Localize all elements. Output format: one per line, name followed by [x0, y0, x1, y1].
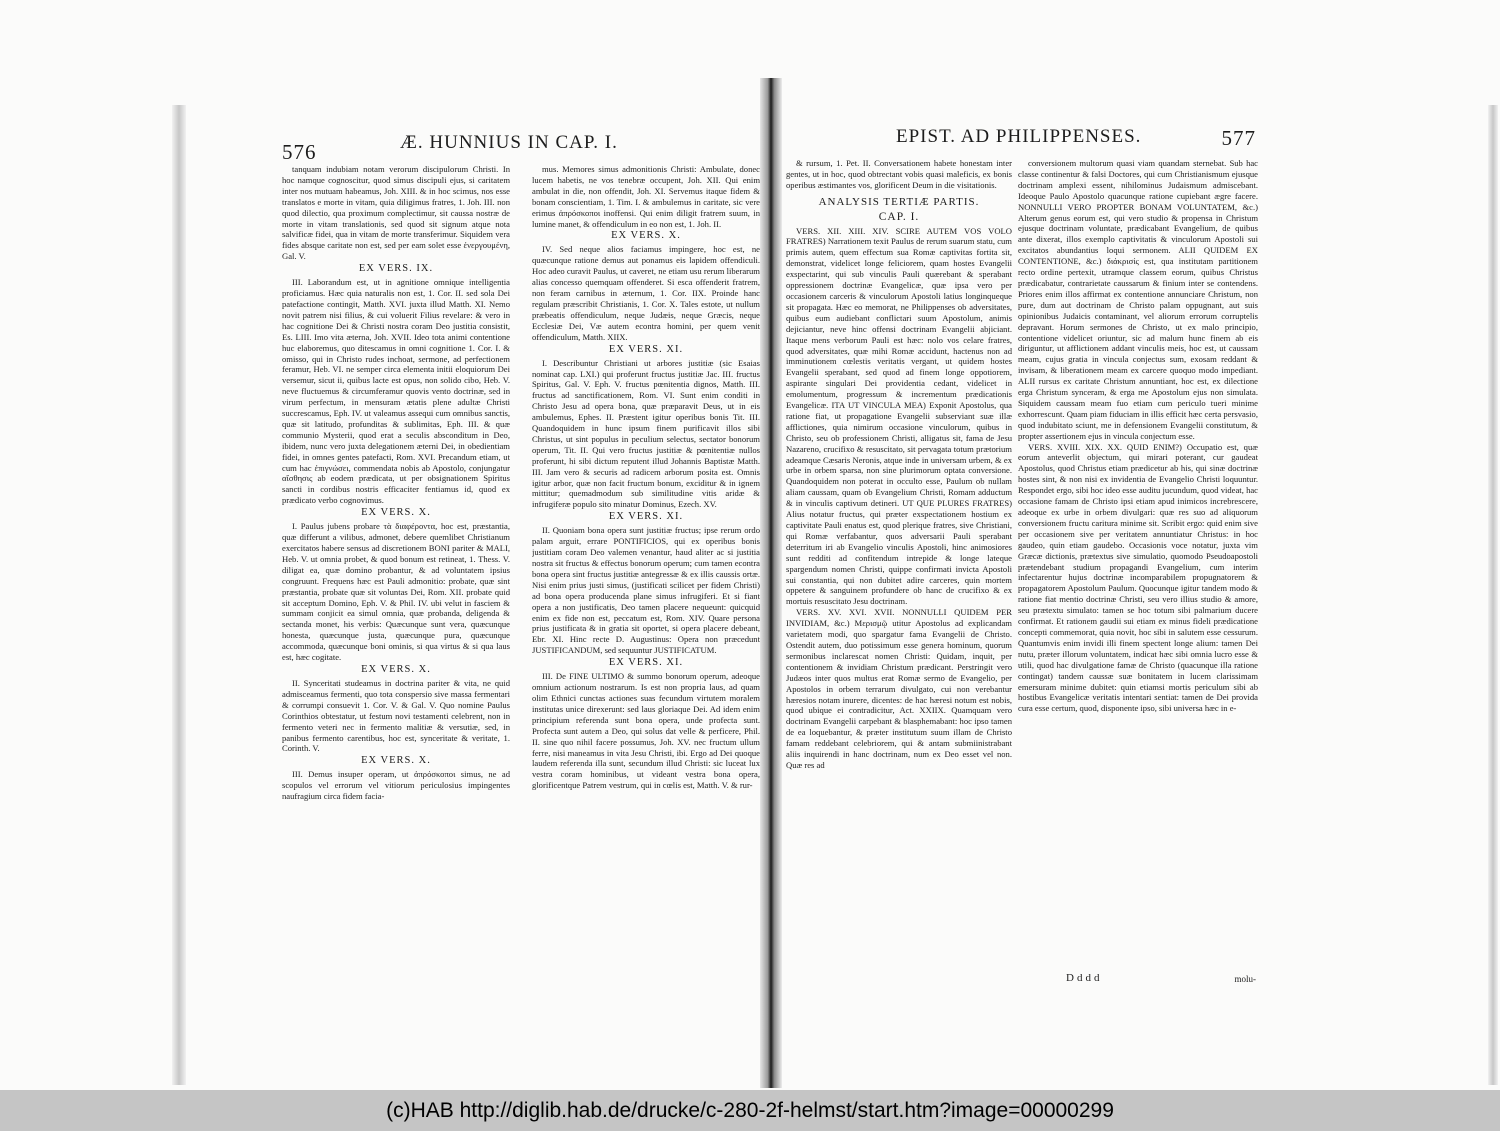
left-running-head: Æ. HUNNIUS IN CAP. I. — [400, 132, 618, 153]
right-page — [786, 126, 1260, 986]
section-heading: EX VERS. X. — [361, 663, 431, 675]
left-page-number: 576 — [282, 140, 317, 164]
text-paragraph: & rursum, 1. Pet. II. Conversationem habete honestam inter gentes, ut in hoc, quod obtrectant vobis quasi maleficis, ex bonis operibus æstimantes vos, glorificent Deum in die visitationis. — [786, 158, 1012, 190]
text-paragraph: II. Quoniam bona opera sunt justitiæ fructus; ipse rerum ordo palam arguit, errare PONTIFICIOS, qui ex operibus bonis justitiam coram Deo valemen venantur, haud aliter ac si justitia nostra sit fructus & effectus bonorum operum; cum tamen econtra bona opera sint fructus justitiæ antegressæ & ex illis caussis ortæ. Nisi enim prius justi simus, (justificati scilicet per fidem Christi) ad bona opera producenda plane simus infrugiferi. Et si fiant opera a non justificatis, Deo tamen placere nequeunt: quicquid enim ex fide non est, peccatum est, Rom. XIV. Quare persona prius justificata & in gratia sit oportet, si opera placere debeant, Ebr. XI. Hinc recte D. Augustinus: Opera non præcedunt JUSTIFICANDUM, sed sequuntur JUSTIFICATUM. — [532, 525, 760, 656]
right-running-head: EPIST. AD PHILIPPENSES. — [896, 126, 1142, 147]
text-paragraph: III. De FINE ULTIMO & summo bonorum operum, adeoque omnium actionum nostrarum. Is est non propria laus, ad quam olim Ethnici cunctas actiones suas fecundum virtutem moralem institutas unice direxerunt: sed laus gloriaque Dei. Ad idem enim principium referenda sunt bona opera, unde profecta sunt. Profecta sunt autem a Deo, qui solus dat velle & perficere, Phil. II. sine quo nihil facere possumus, Joh. XV. nec fructum ullum ferre, nisi maneamus in vita Jesu Christi, ibi. Ergo ad Dei quoque laudem referenda illa sunt, secundum illud Christi: sic luceat lux vestra coram hominibus, ut videant vestra bona opera, glorificentque Patrem vestrum, qui in cœlis est, Matth. V. & rur- — [532, 671, 760, 791]
chapter-heading: CAP. I. — [878, 210, 920, 223]
text-paragraph: VERS. XII. XIII. XIV. SCIRE AUTEM VOS VOLO FRATRES) Narrationem texit Paulus de rerum suarum statu, cum primis autem, quem effectum sua Romæ captivitas fortita sit, demonstrat, videlicet longe feliciorem, quam hostes Evangelii exspectarint, qui sub vinculis Pauli quærebant & sperabant oppressionem doctrinæ Evangelicæ, quæ ipsa vero per occasionem carceris & vinculorum Apostoli latius longinqueque sit propagata. Hæc eo memorat, ne Philippenses ob adversitates, quibus eum audiebant conflictari suum Apostolum, animis dejiciantur, neve hinc offensi doctrinam Evangelii abjiciant. Itaque mens verborum Pauli est hæc: nolo vos celare fratres, quod adversitates, quæ mihi Romæ accidunt, hactenus non ad imminutionem cœlestis veritatis vergant, ut quidem hostes Evangelii sperabant, sed quod ad finem longe oppotiorem, aspirante singulari Dei providentia cedant, videlicet in emolumentum, progressum & incrementum prædicationis Evangelicæ. ITA UT VINCULA MEA) Exponit Apostolus, qua ratione fiat, ut propagatione Evangelii subserviant suæ illæ afflictiones, quia nimirum occasione vinculorum, quibus in Christo, seu ob professionem Christi, alligatus sit, fama de Jesu Nazareno, crucifixo & resuscitato, sit pervagata totum prætorium adeamque Cæsaris Neronis, atque inde in universam urbem, & ex urbe in orbem sparsa, non sine plurimorum optata conversione. Quandoquidem non poterat in occulto esse, Paulum ob nullam aliam caussam, quam ob Evangelium Christi, Romam adductum & in vinculis captivum detineri. UT QUE PLURES FRATRES) Alius notatur fructus, qui præter exspectationem hostium ex captivitate Pauli enatus est, quod plerique fratres, sive Christiani, qui Romæ verfabantur, quos adversarii Pauli sperabant deterritum iri ab Evangelio vinculis Apostoli, hinc animosiores sunt redditi ad confitendum intrepide & longe lateque spargendum nomen Christi, quippe confirmati invicta Apostoli sui constantia, qui non dubitet adire carceres, quin mortem oppetere & sanguinem profundere ob hanc de crucifixo & ex mortuis resuscitato Jesu doctrinam. — [786, 225, 1012, 607]
text-paragraph: VERS. XVIII. XIX. XX. QUID ENIM?) Occupatio est, quæ eorum anteverlit objectum, qui mirari poterant, cur gaudeat Apostolus, quod Christus etiam prædicetur ab his, qui sinæ doctrinæ hostes sint, & non nisi ex invidentia de Evangelio Christi loquuntur. Respondet ergo, sibi hoc ideo esse auditu jucundum, quod videat, hac occasione famam de Christo ipsi etiam apud inimicos increbrescere, adeoque ex urbe in orbem divulgari: quæ res suo ad aliquorum conversionem fructu caritura minime sit. Scribit ergo: quid enim sive per occasionem sive per veritatem annuntiatur Christus: in hoc gaudeo, quin etiam gaudebo. Occasionis voce notatur, juxta vim Græcæ dictionis, prætextus sive simulatio, quomodo Pseudoapostoli prætendebant studium propagandi Evangelium, cum interim infectarentur hujus doctrinæ incomparabilem propugnatorem & propagatorem Apostolum Paulum. Quocunque igitur tandem modo & ratione fiat mentio doctrinæ Christi, seu vero illius studio & amore, seu prætextu simulato: tamen se hoc totum sibi palmarium ducere confirmat. Et rationem gaudii sui etiam ex minus fideli prædicatione concepti commemorat, quia novit, hoc sibi in salutem esse cessurum. Quantumvis enim invidi illi finem spectent longe alium: tamen Dei nutu, præter illorum voluntatem, indicat hæc sibi omnia lucro esse & utili, quod hac divulgatione famæ de Christo (quacunque illa ratione contingat) tandem caussæ suæ bonitatem in lucem clarissimam emersuram minime dubitet: quin etiamsi mortis periculum sibi ab hostibus Evangelicæ veritatis intentari sentiat: tamen de Dei provida cura esse certum, quod, disponente ipso, sibi universa hæc in e- — [1018, 441, 1258, 714]
text-paragraph: III. Laborandum est, ut in agnitione omnique intelligentia proficiamus. Hæc quia naturalis non est, 1. Cor. II. sed sola Dei patefactione contingit, Matth. XVI. juxta illud Matth. XI. Nemo novit patrem nisi filius, & cui voluerit Filius revelare: & vero in hac cognitione Dei & Christi nostra coram Deo justitia consistit, Es. LIII. Imo vita æterna, Joh. XVII. Ideo tota animi contentione huc elaboremus, quo ditescamus in omni cognitione 1. Cor. I. & omisso, qui in Christo rudes inchoat, sermone, ad perfectionem feramur, Heb. VI. ne semper circa elementa initii eloquiorum Dei versemur, sicut ii, quibus lacte est opus, non solido cibo, Heb. V. neve fluctuemus & circumferamur quovis vento doctrinæ, sed in virum perfectum, in mensuram ætatis plene adultæ Christi succrescamus, Eph. IV. ut valeamus assequi cum omnibus sanctis, quæ sit latitudo, profunditas & sublimitas, Eph. III. & quæ communio Mysterii, quod erat a seculis absconditum in Deo, ibidem, nunc vero juxta delegationem æterni Dei, in obedientiam fidei, in omnes gentes patefacti, Rom. XVI. Precandum etiam, ut cum hac ἐπιγνώσει, commendata nobis ab Apostolo, conjungatur αἴσθησις ab eodem prædicata, ut per obsignationem Spiritus sancti in cordibus nostris efficaciter fentiamus id, quod ex prædicato verbo cognovimus. — [282, 277, 510, 506]
text-paragraph: tanquam indubiam notam verorum discipulorum Christi. In hoc namque cognoscitur, quod simus discipuli ejus, si caritatem inter nos mutuam habeamus, Joh. XIII. & in hoc scimus, nos esse translatos e morte in vitam, quia diligimus fratres, 1. Joh. III. non quod dilectio, qua proximum complectimur, sit caussa nostræ de morte in vitam translationis, sed quod sit signum atque nota salvificæ fidei, qua in vitam de morte transferimur. Siquidem vera fides absque caritate non est, sed per eam solet esse ἐνεργουμένη, Gal. V. — [282, 164, 510, 262]
text-paragraph: II. Synceritati studeamus in doctrina pariter & vita, ne quid admisceamus fermenti, quo tota conspersio sive massa fermentari & corrumpi consuevit 1. Cor. V. & Gal. V. Quo nomine Paulus Corinthios obtestatur, ut festum novi testamenti celebrent, non in fermento veteri nec in fermento malitiæ & versutiæ, sed, in panibus fermento carentibus, hoc est, synceritate & veritate, 1. Corinth. V. — [282, 677, 510, 754]
section-heading: EX VERS. IX. — [358, 263, 434, 275]
catchword: molu- — [1234, 974, 1256, 984]
text-paragraph: conversionem multorum quasi viam quandam sternebat. Sub hac classe continentur & falsi Doctores, qui cum Christianismum ejusque doctrinam amplexi essent, nihilominus Judaismum admiscebant. Ideoque Paulo Apostolo quacunque ratione cupiebant ægre facere. NONNULLI VERO PROPTER BONAM VOLUNTATEM, &c.) Alterum genus eorum est, qui vero studio & propensa in Christum ejusque doctrinam voluntate, prædicabant Evangelium, de quibus ante dixerat, illos exemplo captivitatis & vinculorum Apostoli sui excitatos abundantius loqui sermonem. ALII QUIDEM EX CONTENTIONE, &c.) διάκρισίς est, qua institutam partitionem recto ordine pertexit, utramque classem eorum, quibus Christus prædicabatur, contrarietate caussarum & finium inter se contendens. Priores enim illos affirmat ex contentione annunciare Christum, non pure, dum aut doctrinam de Christo palam oppugnant, aut suis opinionibus Judaicis contaminant, vel aliorum errorum corruptelis depravant. Horum sermones de Christo, ut ex malo principio, contentione videlicet oriuntur, sic ad malum hunc finem ab eis diriguntur, ut afflictionem addant vinculis meis, hoc est, ut caussam meam, cujus gratia in vincula conjectus sum, exosam reddant & invisam, & liberationem meam ex carcere quoquo modo impediant. ALII rursus ex caritate Christum annuntiant, hoc est, ex dilectione erga Christum synceram, & erga me Apostolum ejus non simulata. Siquidem caussam meam fuo etiam cum periculo tueri minime exhorrescunt. Quam piam fiduciam in illis efficit hæc certa persvasio, quod indubitato sciunt, me in defensionem Evangelii constitutum, & propter assertionem ejus in vincula conjectum esse. — [1018, 158, 1258, 441]
section-heading: EX VERS. X. — [361, 507, 431, 519]
text-paragraph: III. Demus insuper operam, ut ἀπρόσκοποι simus, ne ad scopulos vel errorum vel vitiorum periculosius impingentes naufragium circa fidem facia- — [282, 769, 510, 802]
text-paragraph: I. Describuntur Christiani ut arbores justitiæ (sic Esaias nominat cap. LXI.) qui proferunt fructus justitiæ Jac. III. fructus Spiritus, Gal. V. Eph. V. fructus pœnitentia dignos, Matth. III. fructus ad sanctificationem, Rom. VI. Sunt enim conditi in Christo Jesu ad opera bona, quæ præparavit Deus, ut in eis ambulemus, Ephes. II. Præstent igitur operibus bonis Tit. III. Quandoquidem in hunc ipsum finem purificavit illos sibi Christus, ut sint populus in peculium selectus, sectator bonorum operum, Tit. II. Qui vero fructus justitiæ & pœnitentiæ nullos proferunt, hi sibi dictum reputent illud Johannis Baptistæ Matth. III. Jam vero & securis ad radicem arborum posita est. Omnis igitur arbor, quæ non facit fructum bonum, exciditur & in ignem mittitur; quemadmodum sub similitudine vitis aridæ & infrugiferæ populo sito minatur Dominus, Ezech. XV. — [532, 357, 760, 510]
right-page-number: 577 — [1221, 126, 1256, 150]
right-page-column-1 — [786, 158, 1012, 986]
section-heading: EX VERS. XI. — [608, 343, 684, 355]
left-page-header — [282, 132, 760, 162]
left-page-edge — [172, 105, 186, 1085]
section-heading: EX VERS. XI. — [608, 511, 684, 523]
section-heading: EX VERS. X. — [611, 230, 681, 242]
right-page-header — [786, 126, 1260, 156]
signature-mark: Dddd — [1066, 972, 1103, 984]
text-paragraph: IV. Sed neque alios faciamus impingere, hoc est, ne quæcunque ratione demus aut ponamus eis lapidem offendiculi. Hoc adeo curavit Paulus, ut caveret, ne etiam usu rerum liberarum alias concesso quemquam offenderet. Si esca offenderit fratrem, non feram carnibus in æternum, 1. Cor. IIX. Proinde hanc regulam præscribit Christianis, 1. Cor. X. Tales estote, ut nullum præbeatis offendiculum, neque Judæis, neque Græcis, neque Ecclesiæ Dei, Væ autem econtra homini, per quem venit offendiculum, Matth. XIIX. — [532, 244, 760, 342]
right-page-column-2 — [1018, 158, 1258, 986]
copyright-footer: (c)HAB http://diglib.hab.de/drucke/c-280-2f-helmst/start.htm?image=00000299 — [0, 1090, 1500, 1131]
text-paragraph: mus. Memores simus admonitionis Christi: Ambulate, donec lucem habetis, ne vos tenebræ occupent, Joh. XII. Qui enim ambulat in die, non offendit, Joh. XI. Servemus itaque fidem & bonam conscientiam, 1. Tim. I. & ambulemus in caritate, sic vere erimus ἀπρόσκοποι inoffensi. Qui enim diligit fratrem suum, in lumine manet, & offendiculum in eo non est, 1. Joh. II. — [532, 164, 760, 229]
text-paragraph: I. Paulus jubens probare τὰ διαφέροντα, hoc est, præstantia, quæ differunt a vilibus, admonet, debere quemlibet Christianum exercitatos habere sensus ad discretionem BONI pariter & MALI, Heb. V. ut omnia probet, & quod bonum est retineat, 1. Thess. V. diligat ea, quæ domino probantur, & ad voluntatem ipsius congruunt. Frequens hæc est Pauli admonitio: probate, quæ sint præstantia, probate quæ sit voluntas Dei, Rom. XII. probate quid sit acceptum Domino, Eph. V. & Phil. IV. ubi velut in fasciem & summam conjicit ea simul omnia, quæ probanda, deligenda & sectanda monet, his verbis: Quæcunque sunt vera, quæcunque honesta, quæcunque justa, quæcunque pura, quæcunque accommoda, quæcunque boni ominis, si qua virtus & si qua laus est, hæc cogitate. — [282, 521, 510, 663]
left-page — [282, 132, 760, 987]
section-heading: EX VERS. XI. — [608, 657, 684, 669]
book-gutter — [760, 78, 782, 1088]
text-paragraph: VERS. XV. XVI. XVII. NONNULLI QUIDEM PER INVIDIAM, &c.) Μερισμῷ utitur Apostolus ad explicandam varietatem modi, quo spargatur fama Evangelii de Christo. Ostendit autem, duo potissimum esse genera hominum, quorum sermonibus inclarescat nomen Christi: Quidam, inquit, per contentionem & invidiam Christum prædicant. Perstringit vero Judæos inter quos multus erat Romæ sermo de Evangelio, per Apostolos in orbem terrarum divulgato, cui non verebantur hæresios notam inurere, dicentes: de hac hæresi notum est nobis, quod ubique ei contradicitur, Act. XXIIX. Quamquam vero doctrinam Evangelii carpebant & blasphemabant: hoc ipso tamen de ea loquebantur, & præter institutum suum illam de Christo famam reddebant celebriorem, qui & antam submiinistrabant aliis inquirendi in hanc doctrinam, num ex Deo esset vel non. Quæ res ad — [786, 607, 1012, 770]
analysis-title: ANALYSIS TERTIÆ PARTIS. — [818, 195, 980, 208]
right-page-edge — [1488, 105, 1498, 1085]
section-heading: EX VERS. X. — [361, 755, 431, 767]
left-page-column-1 — [282, 164, 510, 987]
left-page-column-2 — [532, 164, 760, 987]
